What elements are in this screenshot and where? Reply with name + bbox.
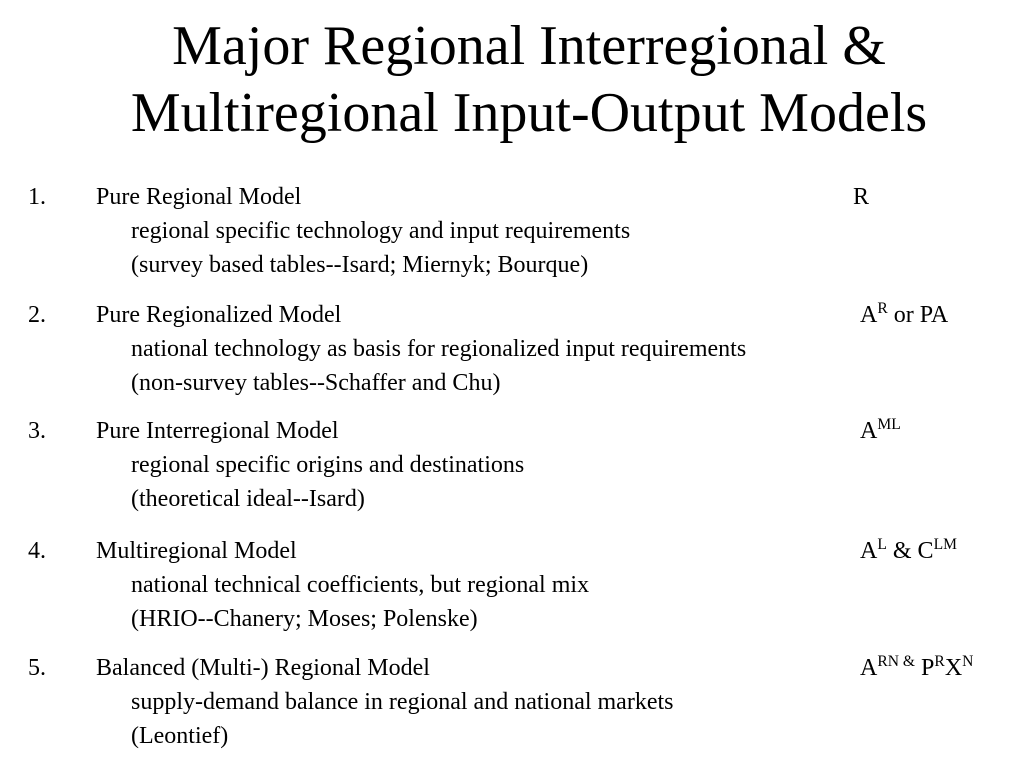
notation-base: or PA — [887, 302, 949, 328]
model-description: national technology as basis for regionalized input requirements — [131, 336, 747, 362]
notation-base: A — [860, 418, 878, 444]
model-name: Pure Interregional Model — [96, 418, 339, 444]
notation-base: P — [915, 655, 935, 681]
notation-base: & C — [886, 538, 934, 564]
title-line-2: Multiregional Input-Output Models — [130, 82, 928, 144]
notation-superscript: RN & — [877, 653, 916, 671]
title-line-1: Major Regional Interregional & — [172, 15, 886, 77]
model-notation — [860, 534, 957, 568]
notation-base: A — [860, 655, 878, 681]
model-name: Pure Regionalized Model — [96, 302, 342, 328]
notation-base: X — [944, 655, 963, 681]
item-number: 4. — [28, 538, 46, 564]
slide-title — [34, 13, 1024, 147]
item-number: 1. — [28, 184, 46, 210]
model-references: (Leontief) — [131, 723, 229, 749]
notation-superscript: L — [877, 536, 887, 554]
list-item — [0, 414, 1024, 516]
model-notation — [860, 414, 901, 448]
notation-base: A — [860, 302, 878, 328]
model-notation — [860, 651, 973, 685]
item-number: 2. — [28, 302, 46, 328]
model-name: Multiregional Model — [96, 538, 297, 564]
list-item — [0, 180, 1024, 282]
model-references: (survey based tables--Isard; Miernyk; Bourque) — [131, 252, 589, 278]
list-item — [0, 651, 1024, 753]
model-description: regional specific origins and destinations — [131, 452, 525, 478]
model-description: regional specific technology and input requirements — [131, 218, 631, 244]
model-description: national technical coefficients, but regional mix — [131, 572, 590, 598]
model-description: supply-demand balance in regional and national markets — [131, 689, 674, 715]
notation-superscript: ML — [877, 416, 901, 434]
model-name: Balanced (Multi-) Regional Model — [96, 655, 430, 681]
notation-superscript: R — [877, 300, 888, 318]
list-item — [0, 534, 1024, 636]
notation-base: A — [860, 538, 878, 564]
notation-base: R — [853, 184, 870, 210]
item-number: 3. — [28, 418, 46, 444]
model-references: (HRIO--Chanery; Moses; Polenske) — [131, 606, 478, 632]
notation-superscript: N — [962, 653, 974, 671]
model-references: (theoretical ideal--Isard) — [131, 486, 365, 512]
model-name: Pure Regional Model — [96, 184, 302, 210]
model-references: (non-survey tables--Schaffer and Chu) — [131, 370, 501, 396]
notation-superscript: R — [934, 653, 945, 671]
model-notation — [860, 298, 948, 332]
notation-superscript: LM — [933, 536, 957, 554]
model-notation — [853, 180, 869, 214]
list-item — [0, 298, 1024, 400]
item-number: 5. — [28, 655, 46, 681]
